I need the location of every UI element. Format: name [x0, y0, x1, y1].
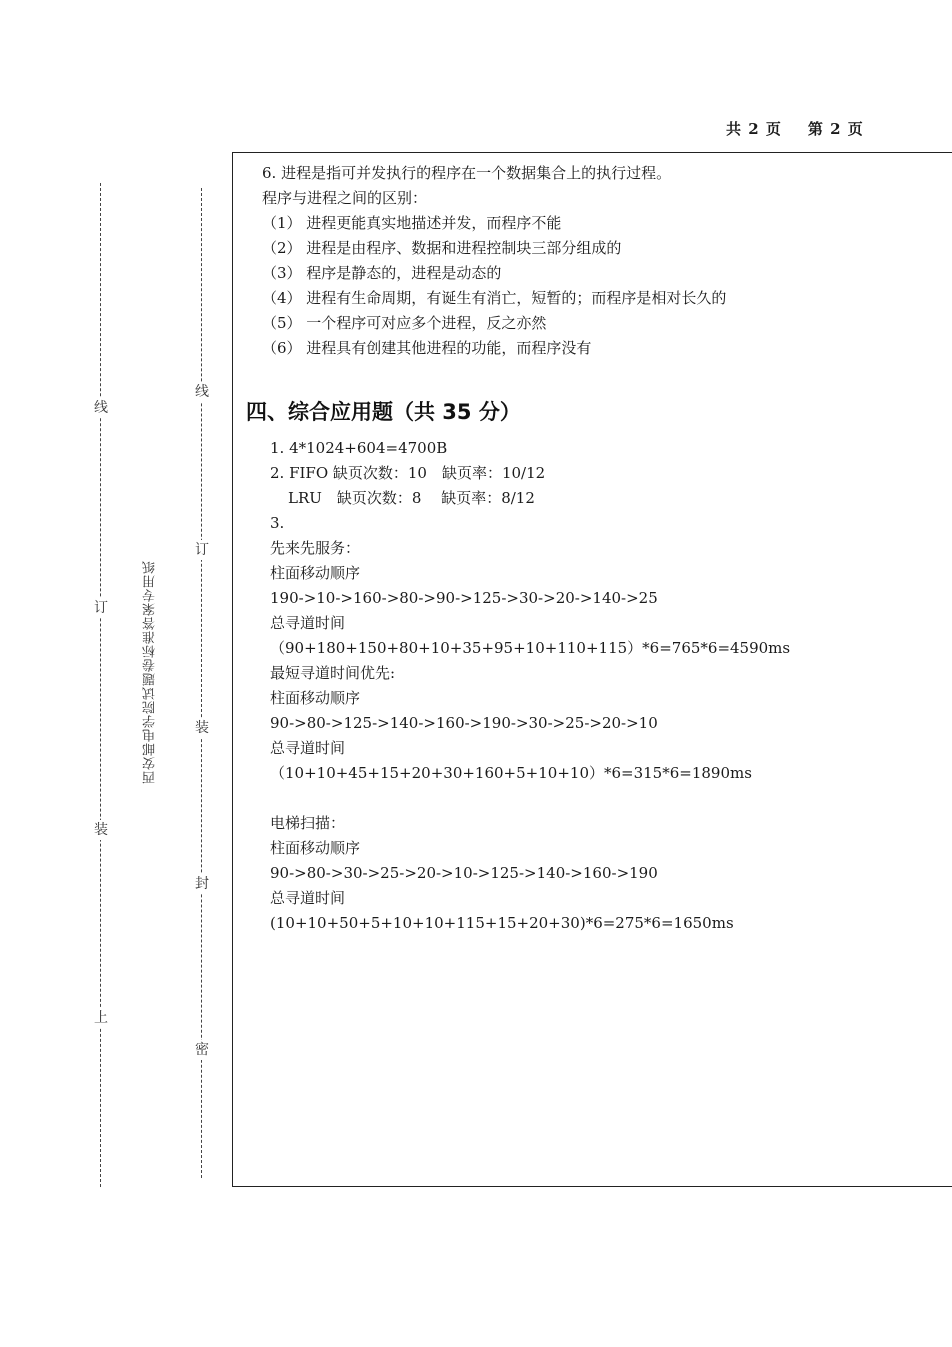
outer-label-ding: 订 [94, 600, 108, 616]
sstf-order: 90->80->125->140->160->190->30->25->20->10 [270, 714, 658, 732]
sstf-order-label: 柱面移动顺序 [270, 689, 361, 707]
paper-watermark-note: 西安邮电学院试题卷标准答案专用纸 [143, 560, 158, 784]
scan-time: (10+10+50+5+10+10+115+15+20+30)*6=275*6=1650ms [270, 914, 734, 932]
fcfs-title: 先来先服务： [270, 539, 361, 557]
q2-fifo-answer: 2. FIFO 缺页次数：10 缺页率：10/12 [270, 464, 546, 482]
q6-title: 6. 进程是指可并发执行的程序在一个数据集合上的执行过程。 [262, 164, 672, 182]
difference-title: 程序与进程之间的区别： [262, 189, 428, 207]
sstf-title: 最短寻道时间优先: [270, 664, 396, 682]
difference-item: （3） 程序是静态的，进程是动态的 [262, 264, 502, 282]
scan-order-label: 柱面移动顺序 [270, 839, 361, 857]
total-pages: 共 2 页 [726, 120, 782, 138]
outer-label-shang: 上 [94, 1010, 108, 1026]
fcfs-time-label: 总寻道时间 [270, 614, 346, 632]
q3-label: 3. [270, 514, 285, 532]
spacer [270, 786, 910, 811]
inner-label-mi: 密 [195, 1042, 209, 1058]
fcfs-time: （90+180+150+80+10+35+95+10+110+115）*6=765*6=4590ms [270, 639, 791, 657]
current-page: 第 2 页 [807, 120, 864, 138]
fcfs-order: 190->10->160->80->90->125->30->20->140->25 [270, 589, 658, 607]
difference-item: （6） 进程具有创建其他进程的功能，而程序没有 [262, 339, 592, 357]
scan-order: 90->80->30->25->20->10->125->140->160->190 [270, 864, 658, 882]
inner-label-feng: 封 [195, 876, 209, 892]
difference-item: （1） 进程更能真实地描述并发，而程序不能 [262, 214, 562, 232]
scan-time-label: 总寻道时间 [270, 889, 346, 907]
part3-answer [262, 161, 902, 361]
inner-label-zhuang: 装 [195, 720, 209, 736]
outer-label-xian: 线 [94, 400, 108, 416]
difference-item: （2） 进程是由程序、数据和进程控制块三部分组成的 [262, 239, 622, 257]
scan-title: 电梯扫描： [270, 814, 346, 832]
inner-label-ding: 订 [195, 542, 209, 558]
q2-lru-answer: LRU 缺页次数：8 缺页率：8/12 [288, 489, 535, 507]
fcfs-order-label: 柱面移动顺序 [270, 564, 361, 582]
inner-binding-line [201, 188, 202, 1178]
part4-answer [270, 436, 910, 936]
sstf-time: （10+10+45+15+20+30+160+5+10+10）*6=315*6=1890ms [270, 764, 752, 782]
section-title: 四、综合应用题（共 35 分） [246, 400, 521, 424]
sstf-time-label: 总寻道时间 [270, 739, 346, 757]
difference-item: （5） 一个程序可对应多个进程，反之亦然 [262, 314, 547, 332]
inner-label-xian: 线 [195, 384, 209, 400]
outer-label-zhuang: 装 [94, 822, 108, 838]
difference-item: （4） 进程有生命周期，有诞生有消亡，短暂的；而程序是相对长久的 [262, 289, 727, 307]
outer-binding-line [100, 183, 101, 1187]
page-counter [726, 118, 864, 139]
q1-answer: 1. 4*1024+604=4700B [270, 439, 448, 457]
